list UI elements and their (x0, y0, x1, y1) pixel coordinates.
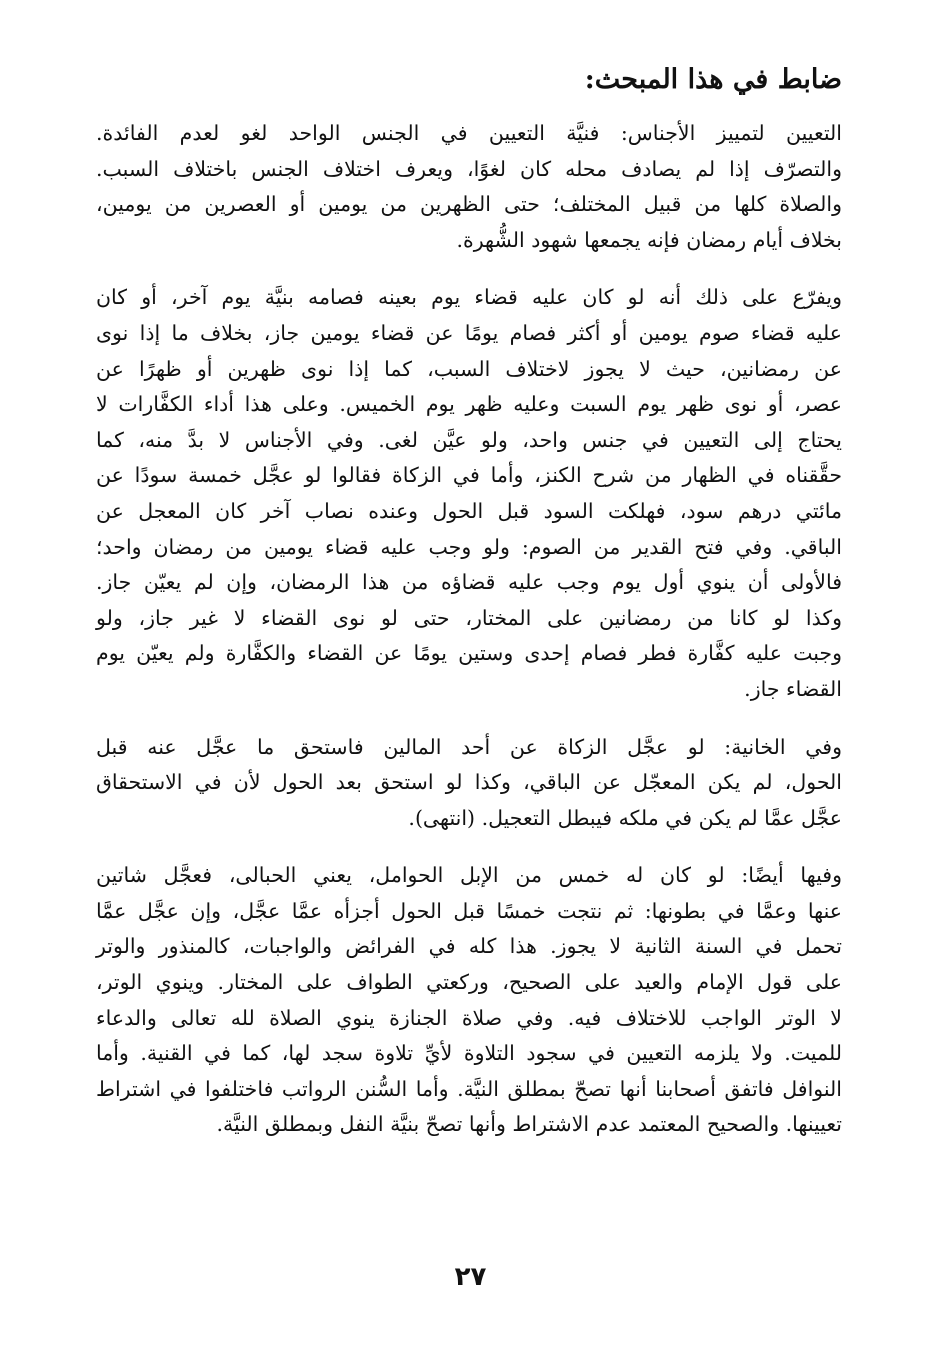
text-line: وفي الخانية: لو عجَّل الزكاة عن أحد المالين فاستحق ما عجَّل عنه قبل (96, 734, 842, 759)
text-line: ويفرّع على ذلك أنه لو كان عليه قضاء يوم بعينه فصامه بنيَّة يوم آخر، أو كان (96, 285, 842, 310)
paragraph-4 (96, 858, 842, 1143)
text-line: بخلاف أيام رمضان فإنه يجمعها شهود الشُّهرة. (456, 227, 842, 252)
paragraph-2 (96, 280, 842, 707)
text-line: والصلاة كلها من قبيل المختلف؛ حتى الظهرين من يومين أو العصرين من يومين، (96, 192, 842, 217)
text-line: وفيها أيضًا: لو كان له خمس من الإبل الحوامل، يعني الحبالى، فعجَّل شاتين (96, 863, 842, 888)
text-line: النوافل فاتفق أصحابنا أنها تصحّ بمطلق النيَّة. وأما السُّنن الرواتب فاختلفوا في اشتراط (96, 1076, 842, 1101)
text-line: يحتاج إلى التعيين في جنس واحد، ولو عيَّن لغى. وفي الأجناس لا بدَّ منه، كما (96, 427, 842, 452)
text-line: تحمل في السنة الثانية لا يجوز. هذا كله في الفرائض والواجبات، كالمنذور والوتر (96, 934, 842, 959)
paragraph-1 (96, 116, 842, 258)
text-line: عجَّل عمَّا لم يكن في ملكه فيبطل التعجيل. (انتهى). (408, 805, 842, 830)
text-line: حقَّقناه في الظهار من شرح الكنز، وأما في الزكاة فقالوا لو عجَّل خمسة سودًا عن (96, 463, 842, 488)
text-line: التعيين لتمييز الأجناس: فنيَّة التعيين في الجنس الواحد لغو لعدم الفائدة. (96, 121, 842, 145)
text-line: الحول، لم يكن المعجّل عن الباقي، وكذا لو استحق بعد الحول لأن في الاستحقاق (96, 770, 842, 795)
text-line: عنها وعمَّا في بطونها: ثم نتجت خمسًا قبل الحول أجزأه عمَّا عجَّل، وإن عجَّل عمَّا (96, 898, 842, 923)
text-line: عليه قضاء صوم يومين أو أكثر فصام يومًا عن قضاء يومين جاز، بخلاف ما إذا نوى (96, 320, 842, 345)
text-line: عن رمضانين، حيث لا يجوز لاختلاف السبب، كما إذا نوى ظهرين أو ظهرًا عن (96, 356, 842, 381)
text-line: عصر، أو نوى ظهر يوم السبت وعليه ظهر يوم الخميس. وعلى هذا أداء الكفَّارات لا (96, 392, 842, 417)
text-line: وكذا لو كانا من رمضانين على المختار، حتى لو نوى القضاء لا غير جاز، ولو (96, 605, 842, 630)
text-line: والتصرّف إذا لم يصادف محله كان لغوًا، ويعرف اختلاف الجنس باختلاف السبب. (96, 156, 842, 181)
text-line: القضاء جاز. (744, 676, 842, 701)
paragraph-3 (96, 730, 842, 837)
page-number: ٢٧ (454, 1262, 487, 1292)
text-line: على قول الإمام والعيد على الصحيح، وركعتي الطواف على المختار. وينوي الوتر، (96, 970, 842, 995)
text-line: فالأولى أن ينوي أول يوم وجب عليه قضاؤه من هذا الرمضان، وإن لم يعيّن جاز. (96, 570, 842, 595)
section-heading: ضابط في هذا المبحث: (584, 64, 842, 95)
text-line: مائتي درهم سود، فهلكت السود قبل الحول وعنده نصاب آخر كان المعجل عن (96, 498, 842, 523)
text-line: لا الوتر الواجب للاختلاف فيه. وفي صلاة الجنازة ينوي الصلاة لله تعالى والدعاء (96, 1005, 842, 1030)
page-content (96, 58, 842, 1165)
text-line: تعيينها. والصحيح المعتمد عدم الاشتراط وأنها تصحّ بنيَّة النفل وبمطلق النيَّة. (216, 1112, 842, 1137)
text-line: وجبت عليه كفَّارة فطر فصام إحدى وستين يومًا عن القضاء والكفَّارة ولم يعيّن يوم (96, 641, 842, 666)
text-line: للميت. ولا يلزمه التعيين في سجود التلاوة لأيِّ تلاوة سجد لها، كما في القنية. وأما (96, 1041, 842, 1066)
text-line: الباقي. وفي فتح القدير من الصوم: ولو وجب عليه قضاء يومين من رمضان واحد؛ (96, 534, 842, 559)
